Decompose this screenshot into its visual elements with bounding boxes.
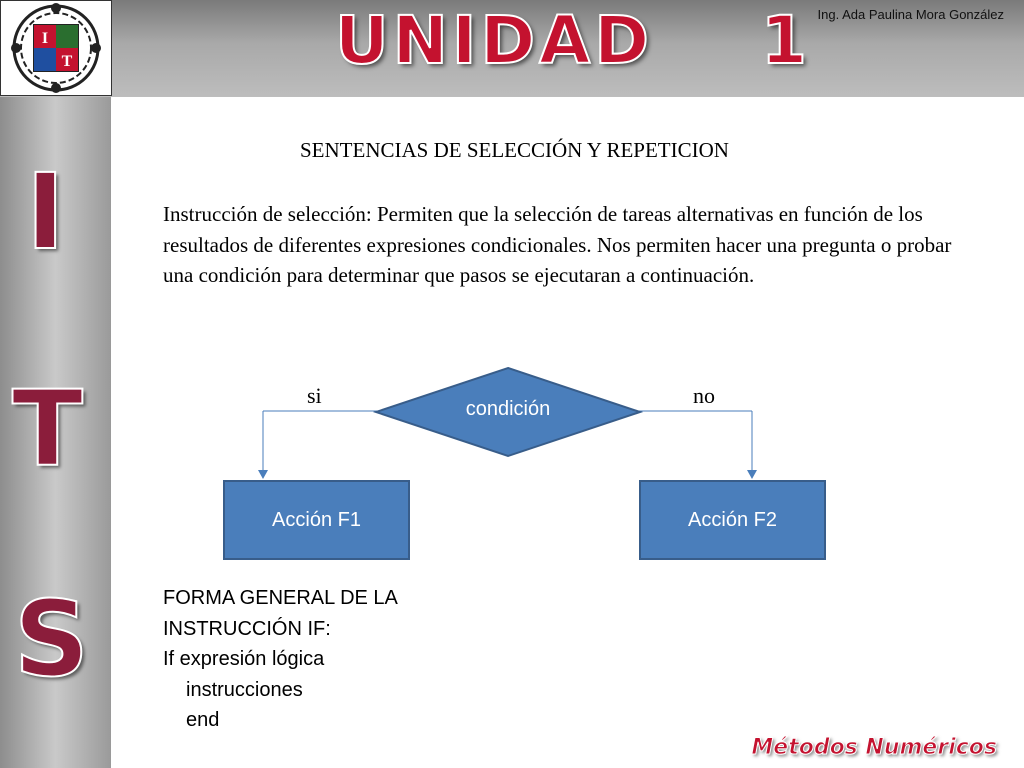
slide-title: SENTENCIAS DE SELECCIÓN Y REPETICION [300, 138, 729, 162]
code-line: end [186, 709, 220, 731]
action-f1-box: Acción F1 [223, 480, 410, 560]
sidebar-letter-s: S [14, 578, 89, 700]
code-line: If expresión lógica [163, 648, 325, 670]
action-f2-box: Acción F2 [639, 480, 826, 560]
sidebar-letter-t: T [12, 368, 83, 490]
svg-text:I: I [41, 30, 49, 47]
author-name: Ing. Ada Paulina Mora González [817, 7, 1004, 22]
sidebar-letter-i: I [26, 151, 65, 273]
svg-text:T: T [61, 53, 73, 70]
description-paragraph: Instrucción de selección: Permiten que la selección de tareas alternativas en función de los resultados de diferentes expresiones condicionales. Nos permiten hacer una pregunta o probar una condición para determinar que pasos se ejecutaran a continuación. [163, 202, 952, 287]
course-name: Métodos Numéricos [751, 735, 997, 760]
arrow-right-head [747, 470, 757, 479]
decision-label: condición [465, 398, 551, 420]
branch-yes-label: si [307, 383, 322, 408]
branch-no-label: no [693, 383, 715, 408]
code-line: FORMA GENERAL DE LA [163, 587, 398, 609]
arrow-left-head [258, 470, 268, 479]
if-syntax-block [163, 583, 398, 736]
code-line: INSTRUCCIÓN IF: [163, 617, 331, 640]
unit-title: UNIDAD 1 [335, 2, 811, 79]
code-line: instrucciones [186, 678, 303, 701]
